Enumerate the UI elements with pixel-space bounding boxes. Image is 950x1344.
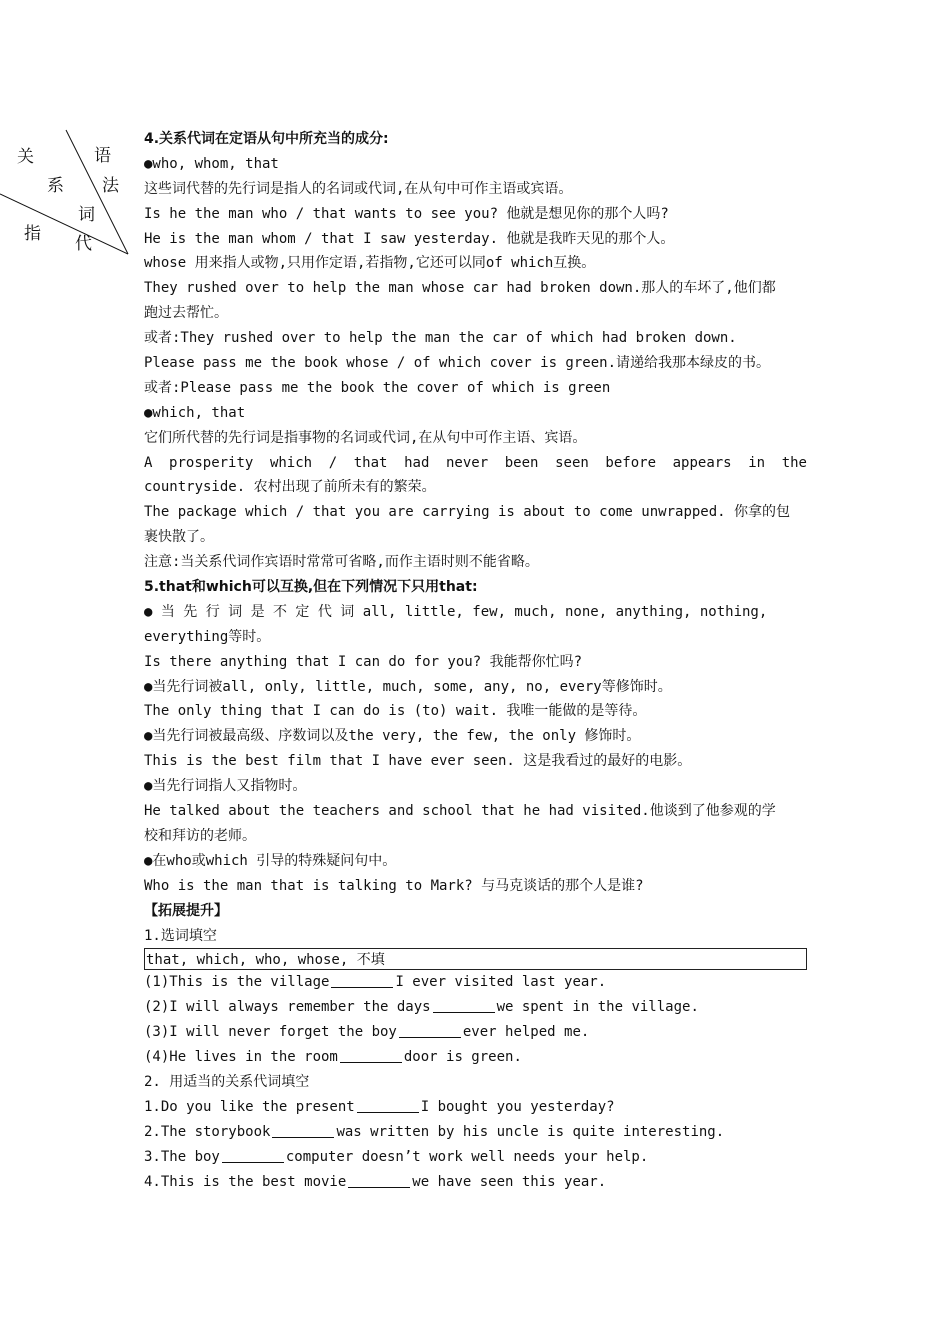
item-text: 3.The boy	[144, 1148, 220, 1165]
answer-blank[interactable]	[357, 1098, 419, 1113]
example-line: countryside. 农村出现了前所未有的繁荣。	[144, 479, 436, 496]
example-line: The only thing that I can do is (to) wait. 我唯一能做的是等待。	[144, 703, 647, 720]
item-text: I bought you yesterday?	[420, 1098, 615, 1115]
corner-char: 系	[47, 176, 64, 196]
item-text: ever helped me.	[462, 1024, 590, 1041]
section-heading: 4.关系代词在定语从句中所充当的成分:	[144, 131, 389, 147]
item-text: 4.This is the best movie	[144, 1173, 347, 1190]
example-line: This is the best film that I have ever seen. 这是我看过的最好的电影。	[144, 753, 692, 770]
text-line: 它们所代替的先行词是指事物的名词或代词,在从句中可作主语、宾语。	[144, 429, 587, 446]
bullet-line: ●当先行词被all, only, little, much, some, any, no, every等修饰时。	[144, 678, 672, 695]
example-line: Is he the man who / that wants to see you? 他就是想见你的那个人吗?	[144, 205, 669, 222]
item-text: was written by his uncle is quite interesting.	[336, 1123, 725, 1140]
bullet-line: ●who, whom, that	[144, 155, 279, 172]
item-text: we spent in the village.	[496, 999, 699, 1016]
exercise-item	[144, 970, 807, 995]
note-line: 注意:当关系代词作宾语时常常可省略,而作主语时则不能省略。	[144, 554, 539, 571]
example-line: Who is the man that is talking to Mark? 与马克谈话的那个人是谁?	[144, 877, 644, 894]
text-line: 这些词代替的先行词是指人的名词或代词,在从句中可作主语或宾语。	[144, 180, 573, 197]
example-line: 跑过去帮忙。	[144, 305, 228, 322]
example-line: 校和拜访的老师。	[144, 827, 256, 844]
example-line: Is there anything that I can do for you? 我能帮你忙吗?	[144, 653, 583, 670]
example-line: 或者:Please pass me the book the cover of which is green	[144, 379, 611, 396]
example-line: 裹快散了。	[144, 529, 214, 546]
exercise-item	[144, 1020, 807, 1045]
item-text: (3)I will never forget the boy	[144, 1024, 397, 1041]
example-line: They rushed over to help the man whose car had broken down.那人的车坏了,他们都	[144, 280, 776, 297]
corner-char: 关	[17, 147, 34, 167]
item-text: 1.Do you like the present	[144, 1098, 355, 1115]
example-line: He talked about the teachers and school that he had visited.他谈到了他参观的学	[144, 803, 776, 820]
answer-blank[interactable]	[272, 1123, 334, 1138]
bullet-line: ● 当 先 行 词 是 不 定 代 词 all, little, few, much, none, anything, nothing,	[144, 603, 768, 620]
bullet-line: ●当先行词指人又指物时。	[144, 778, 307, 795]
item-text: (1)This is the village	[144, 974, 330, 991]
exercise-item	[144, 1095, 807, 1120]
answer-blank[interactable]	[348, 1173, 410, 1188]
corner-char: 指	[24, 224, 41, 244]
exercise-item	[144, 995, 807, 1020]
answer-blank[interactable]	[340, 1048, 402, 1063]
item-text: we have seen this year.	[412, 1173, 607, 1190]
corner-char: 代	[75, 234, 92, 254]
corner-char: 语	[94, 146, 111, 166]
bullet-line: ●which, that	[144, 404, 246, 421]
answer-blank[interactable]	[399, 1023, 461, 1038]
corner-char: 词	[78, 205, 95, 225]
example-line: The package which / that you are carrying is about to come unwrapped. 你拿的包	[144, 504, 791, 521]
corner-char: 法	[102, 176, 119, 196]
exercise-item	[144, 1045, 807, 1070]
exercise-item	[144, 1120, 807, 1145]
extension-heading: 【拓展提升】	[144, 902, 228, 919]
item-text: I ever visited last year.	[395, 974, 607, 991]
item-text: computer doesn’t work well needs your help.	[285, 1148, 649, 1165]
exercise-title: 2. 用适当的关系代词填空	[144, 1073, 310, 1090]
exercise-item	[144, 1170, 807, 1195]
answer-blank[interactable]	[433, 998, 495, 1013]
text-line: whose 用来指人或物,只用作定语,若指物,它还可以同of which互换。	[144, 255, 596, 272]
answer-blank[interactable]	[222, 1148, 284, 1163]
example-line: A prosperity which / that had never been seen before appears in the	[144, 454, 807, 471]
item-text: 2.The storybook	[144, 1123, 271, 1140]
main-content	[144, 127, 807, 1194]
example-line: Please pass me the book whose / of which cover is green.请递给我那本绿皮的书。	[144, 355, 771, 372]
bullet-line: ●在who或which 引导的特殊疑问句中。	[144, 852, 397, 869]
exercise-item	[144, 1145, 807, 1170]
word-bank-box: that, which, who, whose, 不填	[144, 948, 807, 970]
example-line: He is the man whom / that I saw yesterday. 他就是我昨天见的那个人。	[144, 230, 675, 247]
item-text: (2)I will always remember the days	[144, 999, 431, 1016]
answer-blank[interactable]	[331, 973, 393, 988]
item-text: door is green.	[403, 1049, 522, 1066]
slash-header-cell	[0, 128, 140, 258]
item-text: (4)He lives in the room	[144, 1049, 338, 1066]
section-heading: 5.that和which可以互换,但在下列情况下只用that:	[144, 579, 478, 596]
example-line: 或者:They rushed over to help the man the car of which had broken down.	[144, 330, 737, 347]
bullet-line: everything等时。	[144, 628, 271, 645]
exercise-title: 1.选词填空	[144, 927, 217, 944]
bullet-line: ●当先行词被最高级、序数词以及the very, the few, the only 修饰时。	[144, 728, 641, 745]
